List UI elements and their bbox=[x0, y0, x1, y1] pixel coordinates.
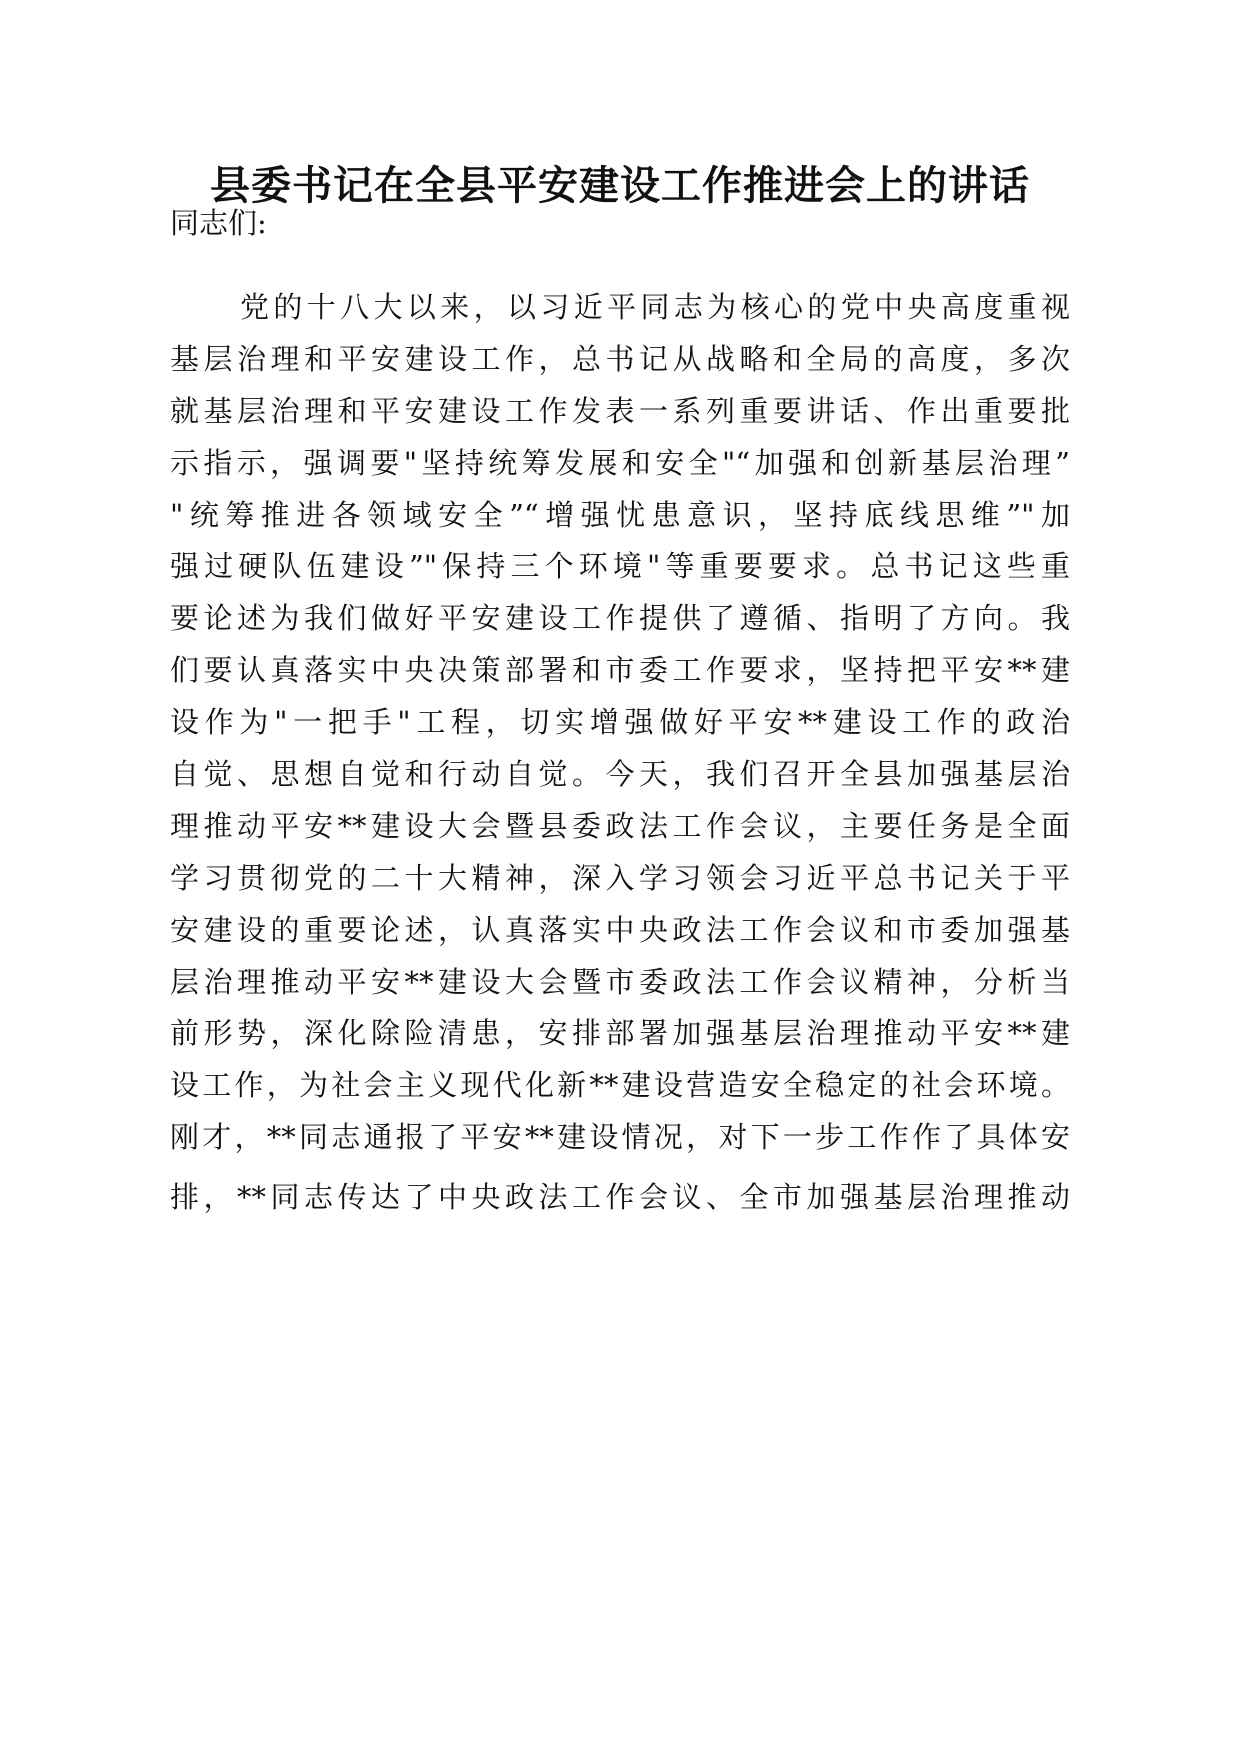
paragraph-line: 强过硬队伍建设”"保持三个环境"等重要要求。总书记这些重 bbox=[170, 549, 1070, 584]
paragraph-line: 就基层治理和平安建设工作发表一系列重要讲话、作出重要批 bbox=[170, 393, 1070, 428]
paragraph-line: 基层治理和平安建设工作，总书记从战略和全局的高度，多次 bbox=[170, 341, 1070, 376]
salutation: 同志们: bbox=[170, 206, 267, 240]
paragraph-line: 设作为"一把手"工程，切实增强做好平安**建设工作的政治 bbox=[170, 705, 1070, 740]
paragraph-line: 党的十八大以来，以习近平同志为核心的党中央高度重视 bbox=[240, 290, 1070, 324]
document-title: 县委书记在全县平安建设工作推进会上的讲话 bbox=[210, 163, 1030, 209]
paragraph-line: 示指示，强调要"坚持统筹发展和安全"“加强和创新基层治理” bbox=[170, 445, 1070, 480]
paragraph-line: 要论述为我们做好平安建设工作提供了遵循、指明了方向。我 bbox=[170, 601, 1070, 636]
paragraph-line: "统筹推进各领域安全”“增强忧患意识，坚持底线思维”"加 bbox=[170, 497, 1070, 532]
paragraph-line: 自觉、思想自觉和行动自觉。今天，我们召开全县加强基层治 bbox=[170, 757, 1070, 792]
paragraph-line: 前形势，深化除险清患，安排部署加强基层治理推动平安**建 bbox=[170, 1016, 1070, 1051]
paragraph-line: 安建设的重要论述，认真落实中央政法工作会议和市委加强基 bbox=[170, 912, 1070, 947]
paragraph-line: 理推动平安**建设大会暨县委政法工作会议，主要任务是全面 bbox=[170, 808, 1070, 843]
paragraph-line: 排，**同志传达了中央政法工作会议、全市加强基层治理推动 bbox=[170, 1180, 1070, 1215]
paragraph-line: 学习贯彻党的二十大精神，深入学习领会习近平总书记关于平 bbox=[170, 860, 1070, 895]
paragraph-line: 们要认真落实中央决策部署和市委工作要求，坚持把平安**建 bbox=[170, 653, 1070, 688]
speech-paragraph bbox=[170, 282, 1070, 1224]
paragraph-line: 设工作，为社会主义现代化新**建设营造安全稳定的社会环境。 bbox=[170, 1068, 1070, 1103]
paragraph-line: 刚才，**同志通报了平安**建设情况，对下一步工作作了具体安 bbox=[170, 1120, 1070, 1155]
paragraph-line: 层治理推动平安**建设大会暨市委政法工作会议精神，分析当 bbox=[170, 964, 1070, 999]
